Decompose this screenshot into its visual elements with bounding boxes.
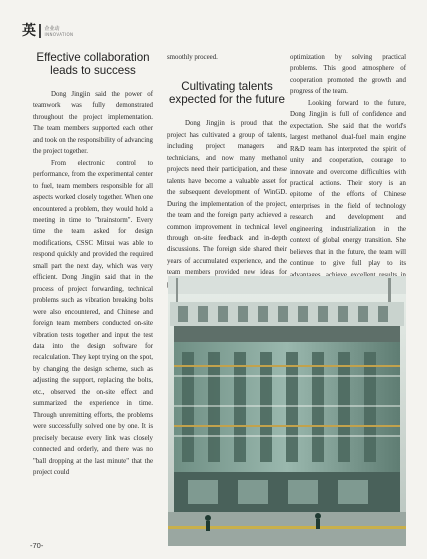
column-1 (33, 52, 153, 478)
article-headline-collaboration: Effective collaboration leads to success (36, 51, 150, 77)
section-label-cn: 企业动 (44, 25, 60, 32)
header-divider (39, 24, 41, 38)
paragraph: Looking forward to the future, Dong Jingjin is full of confidence and expectation. She said that the world's largest methanol dual-fuel main engine R&D team has interpreted the spirit of unity and cooperation, courage to innovate and overcome difficulties with practical actions. Their story is an epitome of the efforts of Chinese enterprises in the field of technology research and development and engineering industrialization in the context of global energy transition. She believes that in the future, the team will continue to give full play to its (290, 99, 406, 268)
column-2 (167, 52, 287, 290)
article-headline-talents: Cultivating talents expected for the future (168, 80, 285, 106)
section-header (22, 22, 73, 40)
paragraph-continuation: optimization by solving practical problems. This good atmosphere of cooperation promoted the growth and progress of the team. (290, 54, 406, 96)
section-label (45, 26, 74, 37)
column-3 (290, 52, 406, 304)
paragraph-continuation: smoothly proceed. (167, 54, 218, 61)
engine-assembly-photo (168, 276, 406, 546)
paragraph: Dong Jingjin said the power of teamwork was fully demonstrated throughout the project implementation. The team members supported each other and took on the responsibility of advancing the project together. (33, 91, 153, 156)
section-mark: 英 (22, 23, 36, 39)
page-number: -70- (30, 541, 44, 550)
paragraph: From electronic control to performance, from the experimental center to fuel, team members responsible for all aspects worked closely together. When one encountered a problem, they would hold a meeting in time to "brainstorm". Every time the team asked for design modifications, CSSC Mitsui was able to respond quickly and provided the required small part the next day, which was very efficient. Dong Jingjin said that in the process of project forwarding, technical problems such as vibration breaking bolts were also encountered, and Chinese and foreign team members conducted on-site vibration tests together and input the test data into the design software for recalculation. They kept trying on the spot, by changing the design scheme, such as adjusting the support, replacing the bolts, etc., observed the on-site effect and summarized the experience in time. Through unremitting efforts, the problems were successfully solved one by one. It is precisely because every link was closely connected and orderly, and there was no "ball dropping at the last minute" that the project could (33, 159, 153, 476)
section-label-en: INNOVATION (44, 31, 74, 37)
paragraph: Dong Jingjin is proud that the project has cultivated a group of talents, including project managers and technicians, and now many methanol projects need their participation, and these talents have become a valuable asset for the subsequent development of WinGD. During the implementation of the project, the team and the foreign party achieved a common improvement in technical level through on-site feedback and in-depth discussions. The foreign side shared their years of accumulated experience, and the team members provided new ideas for (167, 120, 287, 277)
